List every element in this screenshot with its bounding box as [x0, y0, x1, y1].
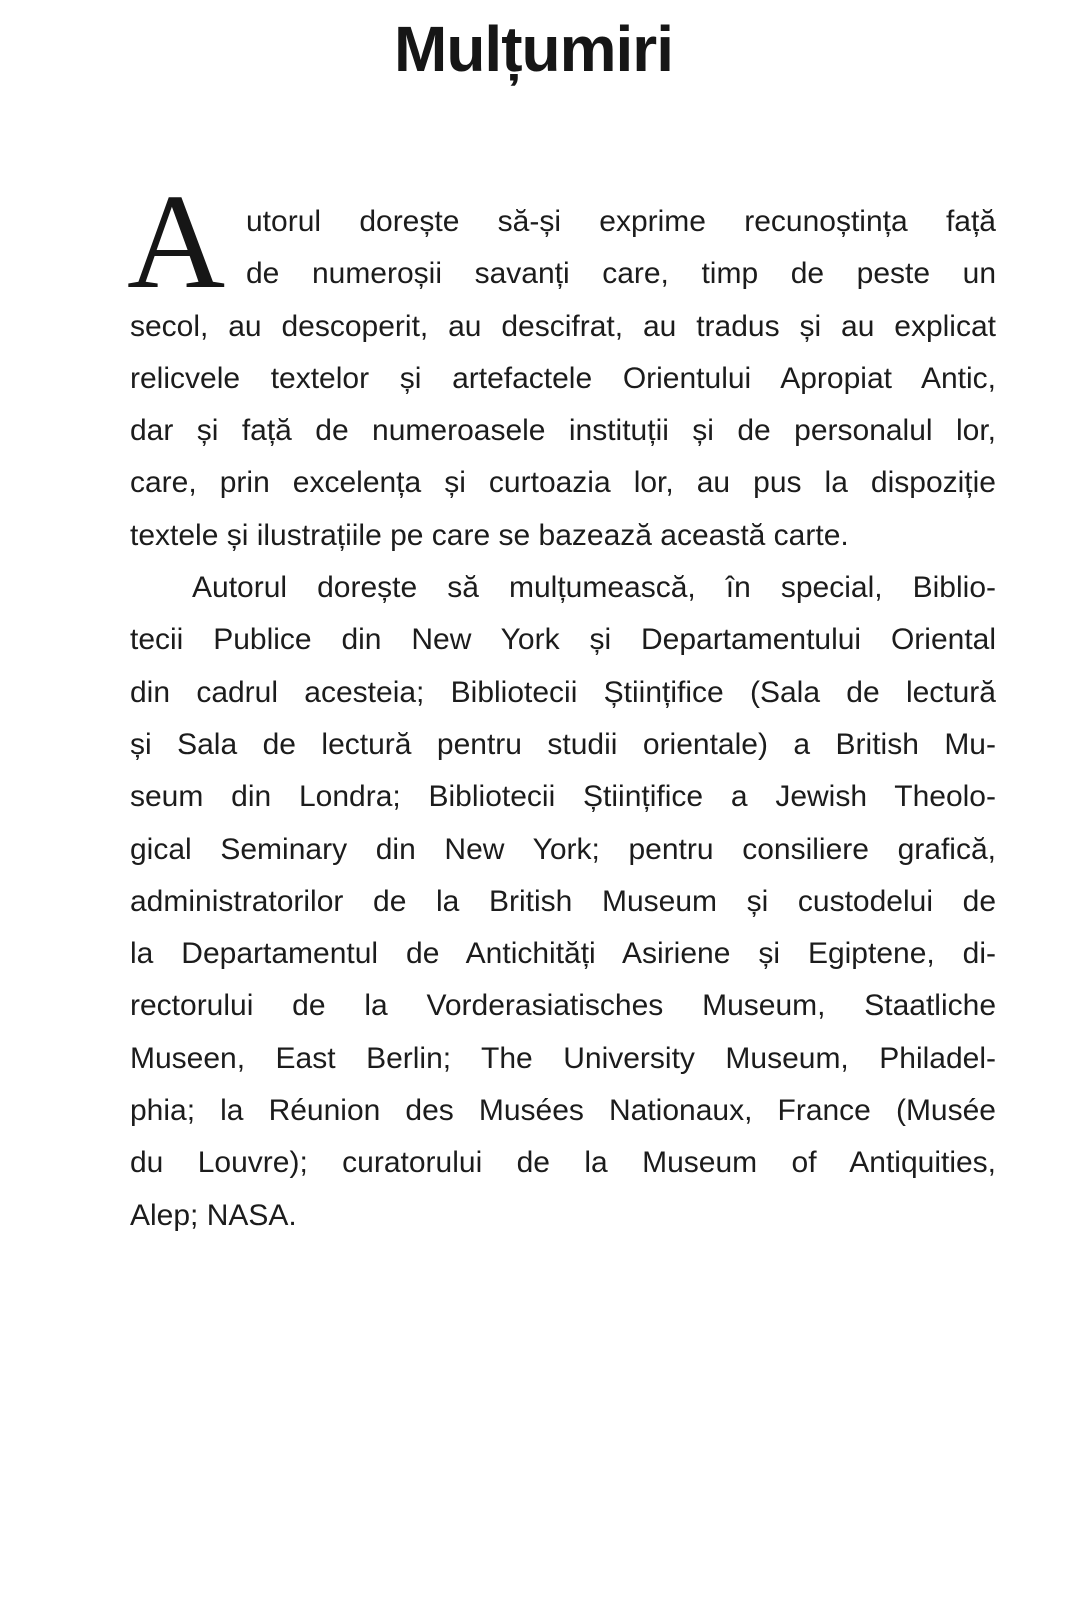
text-line: dar și față de numeroasele instituții și de personalul lor, [130, 414, 996, 448]
page-title: Mulțumiri [394, 13, 673, 85]
text-line: seum din Londra; Bibliotecii Științifice a Jewish Theolo- [130, 780, 996, 814]
text-line: din cadrul acesteia; Bibliotecii Științifice (Sala de lectură [130, 675, 996, 709]
text-line: de numeroșii savanți care, timp de peste un [246, 257, 996, 291]
text-line: phia; la Réunion des Musées Nationaux, France (Musée [130, 1094, 996, 1128]
text-line: textele și ilustrațiile pe care se bazează această carte. [130, 518, 849, 552]
text-line: utorul dorește să-și exprime recunoștința față [246, 205, 996, 238]
text-line: Museen, East Berlin; The University Museum, Philadel- [130, 1041, 996, 1075]
text-line: Alep; NASA. [130, 1198, 297, 1232]
text-line: rectorului de la Vorderasiatisches Museum, Staatliche [130, 989, 996, 1023]
dropcap-block [127, 167, 996, 317]
text-line: administratorilor de la British Museum și custodelui de [130, 884, 996, 918]
text-line: secol, au descoperit, au descifrat, au tradus și au explicat [130, 309, 996, 343]
text-line: tecii Publice din New York și Departamentului Oriental [130, 623, 996, 657]
text-line: gical Seminary din New York; pentru consiliere grafică, [130, 832, 996, 866]
text-line: relicvele textelor și artefactele Orientului Apropiat Antic, [130, 361, 996, 395]
text-line: care, prin excelența și curtoazia lor, au pus la dispoziție [130, 466, 996, 500]
text-line: Autorul dorește să mulțumească, în special, Biblio- [192, 571, 996, 605]
text-line: la Departamentul de Antichități Asiriene și Egiptene, di- [130, 937, 996, 971]
dropcap-letter: A [127, 167, 226, 317]
text-line: și Sala de lectură pentru studii orientale) a British Mu- [130, 727, 996, 761]
text-line: du Louvre); curatorului de la Museum of Antiquities, [130, 1146, 996, 1180]
acknowledgments-text [127, 167, 996, 1242]
